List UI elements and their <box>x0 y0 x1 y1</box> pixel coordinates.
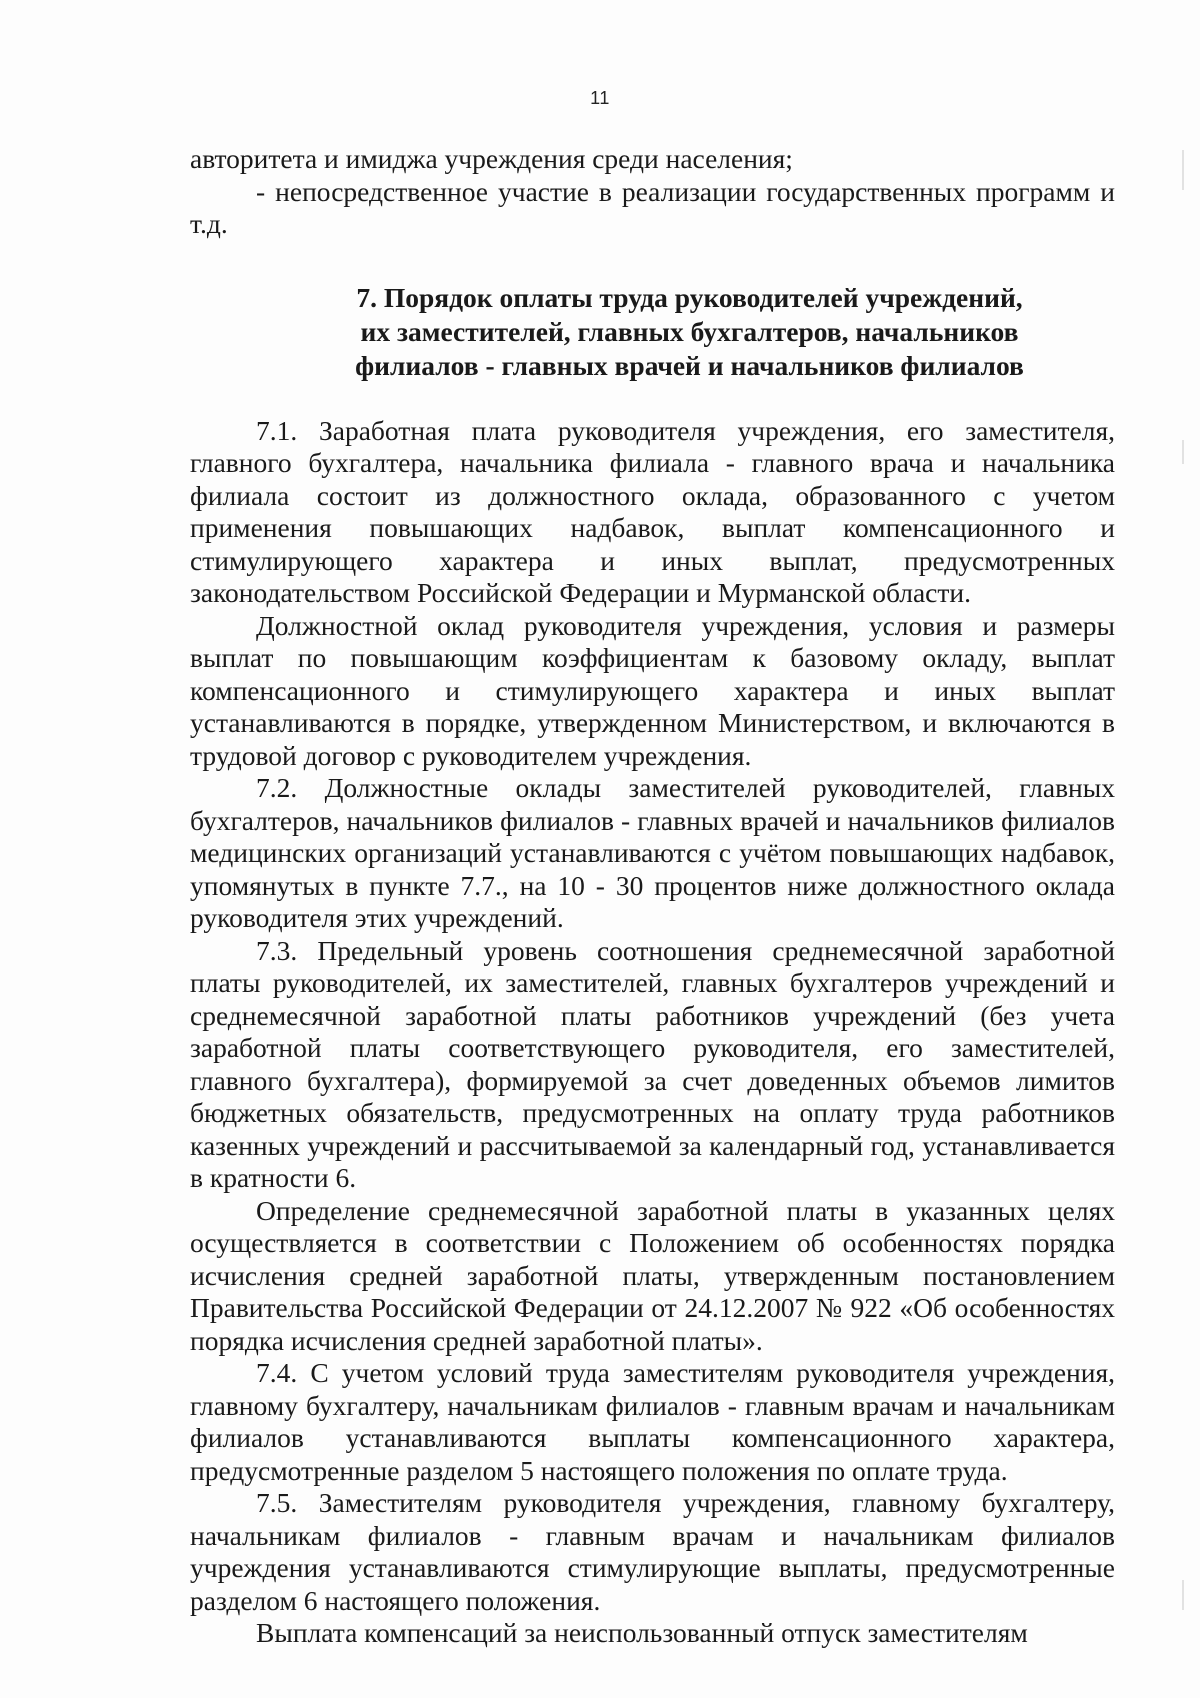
paragraph-7-2: 7.2. Должностные оклады заместителей руководителей, главных бухгалтеров, начальников филиалов - главных врачей и начальников филиалов медицинских организаций устанавливаются с учётом повышающих надбавок, упомянутых в пункте 7.7., на 10 - 30 процентов ниже должностного оклада руководителя этих учреждений. <box>190 772 1115 933</box>
paragraph-7-1: 7.1. Заработная плата руководителя учреждения, его заместителя, главного бухгалтера, начальника филиала - главного врача и начальника филиала состоит из должностного оклада, образованного с учетом применения повышающих надбавок, выплат компенсационного и стимулирующего характера и иных выплат, предусмотренных законодательством Российской Федерации и Мурманской области. <box>190 414 1115 608</box>
scan-artifact <box>1182 440 1184 464</box>
list-item: - непосредственное участие в реализации государственных программ и т.д. <box>190 175 1115 239</box>
document-body <box>190 143 1115 1650</box>
scan-artifact <box>1182 1580 1184 1610</box>
section-heading-line: филиалов - главных врачей и начальников филиалов <box>355 349 1024 381</box>
page-number: 11 <box>590 88 610 108</box>
section-heading-line: их заместителей, главных бухгалтеров, начальников <box>360 315 1019 347</box>
section-heading <box>190 281 1115 383</box>
paragraph-7-5: 7.5. Заместителям руководителя учреждения, главному бухгалтеру, начальникам филиалов - главным врачам и начальникам филиалов учреждения устанавливаются стимулирующие выплаты, предусмотренные разделом 6 настоящего положения. <box>190 1487 1115 1616</box>
paragraph-average-salary: Определение среднемесячной заработной платы в указанных целях осуществляется в соответствии с Положением об особенностях порядка исчисления средней заработной платы, утвержденным постановлением Правительства Российской Федерации от 24.12.2007 № 922 «Об особенностях порядка исчисления средней заработной платы». <box>190 1194 1115 1356</box>
paragraph-continued: Выплата компенсаций за неиспользованный отпуск заместителям <box>256 1617 1028 1648</box>
paragraph-salary-rules: Должностной оклад руководителя учреждения, условия и размеры выплат по повышающим коэффициентам к базовому окладу, выплат компенсационного и стимулирующего характера и иных выплат устанавливаются в порядке, утвержденном Министерством, и включаются в трудовой договор с руководителем учреждения. <box>190 609 1115 771</box>
paragraph-7-4: 7.4. С учетом условий труда заместителям руководителя учреждения, главному бухгалтеру, начальникам филиалов - главным врачам и начальникам филиалов устанавливаются выплаты компенсационного характера, предусмотренные разделом 5 настоящего положения по оплате труда. <box>190 1357 1115 1486</box>
text-line: авторитета и имиджа учреждения среди населения; <box>190 143 793 174</box>
paragraph-7-3: 7.3. Предельный уровень соотношения среднемесячной заработной платы руководителей, их заместителей, главных бухгалтеров учреждений и среднемесячной заработной платы работников учреждений (без учета заработной платы соответствующего руководителя, его заместителей, главного бухгалтера), формируемой за счет доведенных объемов лимитов бюджетных обязательств, предусмотренных на оплату труда работников казенных учреждений и рассчитываемой за календарный год, устанавливается в кратности 6. <box>190 934 1115 1193</box>
section-heading-line: 7. Порядок оплаты труда руководителей учреждений, <box>356 281 1023 313</box>
scan-artifact <box>1182 150 1184 190</box>
